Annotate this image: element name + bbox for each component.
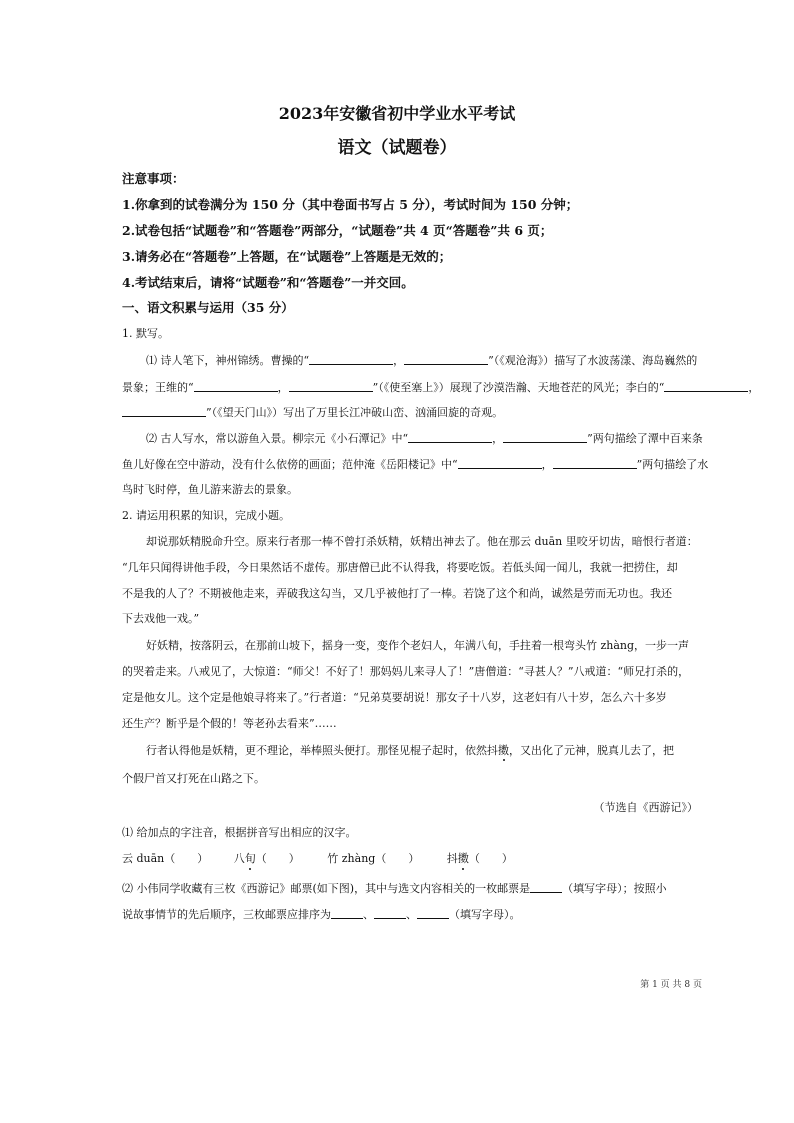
answer-blank[interactable] — [122, 405, 206, 417]
notice-item-3: 3.请务必在“答题卷”上答题，在“试题卷”上答题是无效的； — [122, 249, 452, 264]
answer-blank[interactable] — [374, 907, 406, 919]
answer-blank[interactable] — [331, 907, 363, 919]
passage-line: 的哭着走来。八戒见了，大惊道：“师父！不好了！那妈妈儿来寻人了！”唐僧道：“寻甚人？”八戒道：“师兄打杀的， — [122, 665, 690, 678]
q1-part2-line3: 鸟时飞时停，鱼儿游来游去的景象。 — [122, 483, 298, 496]
passage-line: 行者认得他是妖精，更不理论，举棒照头便打。那怪见棍子起时，依然抖擞，又出化了元神，脱真儿去了，把 — [146, 744, 674, 757]
sub-question-2-line2: 说故事情节的先后顺序，三枚邮票应排序为 、 、 （填写字母）。 — [122, 908, 521, 921]
answer-blank[interactable] — [194, 380, 278, 392]
q1-part2-line2: 鱼儿好像在空中游动，没有什么依傍的画面；范仲淹《岳阳楼记》中“ ， ”两句描绘了水 — [122, 458, 709, 471]
answer-blank[interactable] — [458, 457, 542, 469]
exam-title: 2023年安徽省初中学业水平考试 — [278, 104, 516, 123]
passage-line: 却说那妖精脱命升空。原来行者那一棒不曾打杀妖精，妖精出神去了。他在那云 duān 里咬牙切齿，暗恨行者道： — [146, 535, 698, 548]
exam-subtitle: 语文（试题卷） — [337, 138, 457, 158]
q1-part2-line1: ⑵ 古人写水，常以游鱼入景。柳宗元《小石潭记》中“ ， ”两句描绘了潭中百来条 — [146, 432, 703, 445]
answer-blank[interactable] — [404, 353, 488, 365]
page-number: 第 1 页 共 8 页 — [640, 980, 702, 990]
passage-line: 不是我的人了？不期被他走来，弄破我这勾当，又几乎被他打了一棒。若饶了这个和尚，诚然是劳而无功也。我还 — [122, 587, 672, 600]
notice-heading: 注意事项： — [122, 171, 185, 186]
answer-blank[interactable] — [553, 457, 637, 469]
q1-part1-line2: 景象；王维的“ ， ”（《使至塞上》）展现了沙漠浩瀚、天地苍茫的风光；李白的“ ， — [122, 381, 760, 394]
question-2-label: 2. 请运用积累的知识，完成小题。 — [122, 509, 290, 522]
dotted-character: 旬 — [244, 852, 256, 865]
question-1-label: 1. 默写。 — [122, 327, 169, 340]
dotted-character: 擞 — [498, 744, 509, 757]
answer-blank[interactable] — [408, 431, 492, 443]
answer-blank[interactable] — [309, 353, 393, 365]
notice-item-2: 2.试卷包括“试题卷”和“答题卷”两部分，“试题卷”共 4 页“答题卷”共 6 页； — [122, 223, 553, 238]
sub-question-2-line1: ⑵ 小伟同学收藏有三枚《西游记》邮票(如下图)，其中与选文内容相关的一枚邮票是 （填写字母）；按照小 — [122, 882, 667, 895]
notice-item-1: 1.你拿到的试卷满分为 150 分（其中卷面书写占 5 分），考试时间为 150 分钟； — [122, 197, 579, 212]
passage-source: （节选自《西游记》） — [593, 801, 698, 814]
passage-line: 好妖精，按落阴云，在那前山坡下，摇身一变，变作个老妇人，年满八旬，手拄着一根弯头竹 zhàng，一步一声 — [146, 639, 690, 652]
q1-part1-line1: ⑴ 诗人笔下，神州锦绣。曹操的“ ， ”（《观沧海》）描写了水波荡漾、海岛巍然的 — [146, 354, 698, 367]
answer-blank[interactable] — [530, 881, 562, 893]
answer-blank[interactable] — [503, 431, 587, 443]
passage-line: 定是他女儿。这个定是他娘寻将来了。”行者道：“兄弟莫要胡说！那女子十八岁，这老妇有八十岁，怎么六十多岁 — [122, 691, 667, 704]
notice-item-4: 4.考试结束后，请将“试题卷”和“答题卷”一并交回。 — [122, 275, 414, 290]
q1-part1-line3: ”（《望天门山》）写出了万里长江冲破山峦、汹涌回旋的奇观。 — [122, 405, 706, 420]
pinyin-answer-row: 云 duān（ ） 八旬（ ） 竹 zhàng（ ） 抖擞（ ） — [122, 852, 513, 865]
sub-question-1: ⑴ 给加点的字注音，根据拼音写出相应的汉字。 — [122, 826, 357, 839]
answer-blank[interactable] — [664, 380, 748, 392]
answer-blank[interactable] — [417, 907, 449, 919]
passage-line: 个假尸首又打死在山路之下。 — [122, 772, 265, 785]
section-heading: 一、语文积累与运用（35 分） — [122, 300, 294, 315]
dotted-character: 擞 — [457, 852, 469, 865]
passage-line: 下去戏他一戏。” — [122, 612, 200, 625]
passage-line: 还生产？断乎是个假的！等老孙去看来”…… — [122, 717, 337, 730]
answer-blank[interactable] — [289, 380, 373, 392]
passage-line: “几年只闻得讲他手段，今日果然话不虚传。那唐僧已此不认得我，将要吃饭。若低头闻一闻儿，我就一把捞住，却 — [122, 561, 678, 574]
